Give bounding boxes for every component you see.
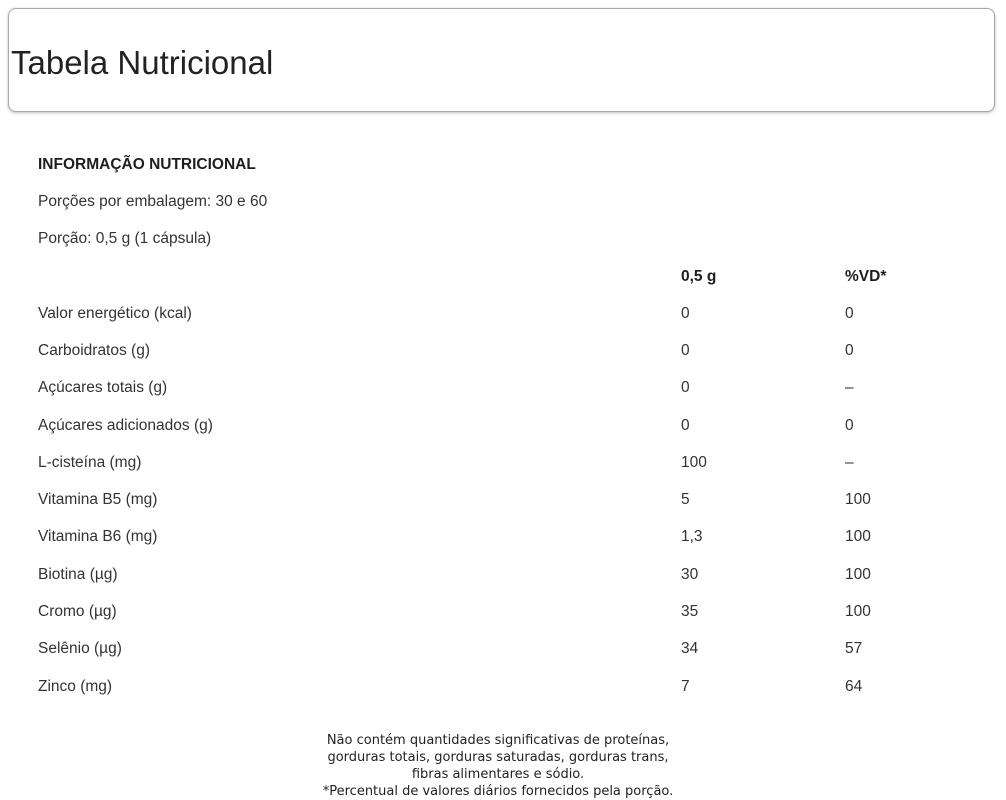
- table-row: [30, 333, 973, 370]
- nutrient-amount: 100: [681, 453, 707, 471]
- nutrient-name: Açúcares totais (g): [38, 379, 168, 397]
- column-header-name: [30, 258, 673, 295]
- footnote-line: fibras alimentares e sódio.: [411, 767, 585, 782]
- column-header-amount: 0,5 g: [681, 267, 717, 285]
- page-title: Tabela Nutricional: [11, 44, 274, 81]
- nutrient-amount: 0: [681, 379, 690, 397]
- nutrient-amount: 35: [681, 603, 699, 621]
- table-row: [30, 482, 973, 519]
- nutrient-daily-value: 0: [845, 416, 854, 434]
- nutrient-name: Zinco (mg): [38, 677, 113, 695]
- table-row: [30, 631, 973, 668]
- nutrient-amount: 7: [681, 677, 690, 695]
- servings-per-package: Porções por embalagem: 30 e 60: [38, 193, 268, 210]
- nutrient-name: L-cisteína (mg): [38, 453, 142, 471]
- nutrient-name: Vitamina B5 (mg): [38, 491, 158, 509]
- nutrient-amount: 0: [681, 304, 690, 322]
- table-row: [30, 668, 973, 705]
- nutrient-name: Vitamina B6 (mg): [38, 528, 158, 546]
- nutrient-daily-value: 57: [845, 640, 863, 658]
- footnote: [248, 732, 748, 800]
- nutrient-daily-value: –: [845, 453, 854, 471]
- table-row: [30, 556, 973, 593]
- nutrient-amount: 34: [681, 640, 699, 658]
- column-header-daily-value: %VD*: [845, 267, 887, 285]
- table-row: [30, 593, 973, 630]
- nutrient-amount: 0: [681, 416, 690, 434]
- nutrient-daily-value: 0: [845, 304, 854, 322]
- table-row: [30, 519, 973, 556]
- nutrient-name: Cromo (µg): [38, 603, 117, 621]
- table-row: [30, 295, 973, 332]
- nutrient-name: Valor energético (kcal): [38, 304, 192, 322]
- nutrient-amount: 0: [681, 342, 690, 360]
- nutrient-name: Biotina (µg): [38, 565, 118, 583]
- serving-size: Porção: 0,5 g (1 cápsula): [38, 230, 212, 247]
- nutrient-name: Açúcares adicionados (g): [38, 416, 213, 434]
- nutrient-daily-value: –: [845, 379, 854, 397]
- title-panel: [8, 8, 995, 112]
- nutrient-daily-value: 100: [845, 491, 871, 509]
- nutrient-amount: 5: [681, 491, 690, 509]
- footnote-line: Não contém quantidades significativas de proteínas,: [326, 733, 670, 748]
- nutrient-name: Carboidratos (g): [38, 342, 150, 360]
- nutrient-daily-value: 64: [845, 677, 863, 695]
- nutrient-daily-value: 100: [845, 565, 871, 583]
- nutrient-daily-value: 100: [845, 528, 871, 546]
- nutrient-daily-value: 0: [845, 342, 854, 360]
- nutrient-name: Selênio (µg): [38, 640, 122, 658]
- table-row: [30, 370, 973, 407]
- nutrient-amount: 30: [681, 565, 699, 583]
- footnote-line: *Percentual de valores diários fornecidos pela porção.: [322, 784, 674, 799]
- footnote-line: gorduras totais, gorduras saturadas, gorduras trans,: [327, 750, 669, 765]
- nutrition-table: [30, 258, 973, 705]
- table-row: [30, 444, 973, 481]
- table-row: [30, 407, 973, 444]
- nutrient-amount: 1,3: [681, 528, 703, 546]
- nutrition-heading: INFORMAÇÃO NUTRICIONAL: [38, 156, 256, 173]
- table-header-row: [30, 258, 973, 295]
- nutrient-daily-value: 100: [845, 603, 871, 621]
